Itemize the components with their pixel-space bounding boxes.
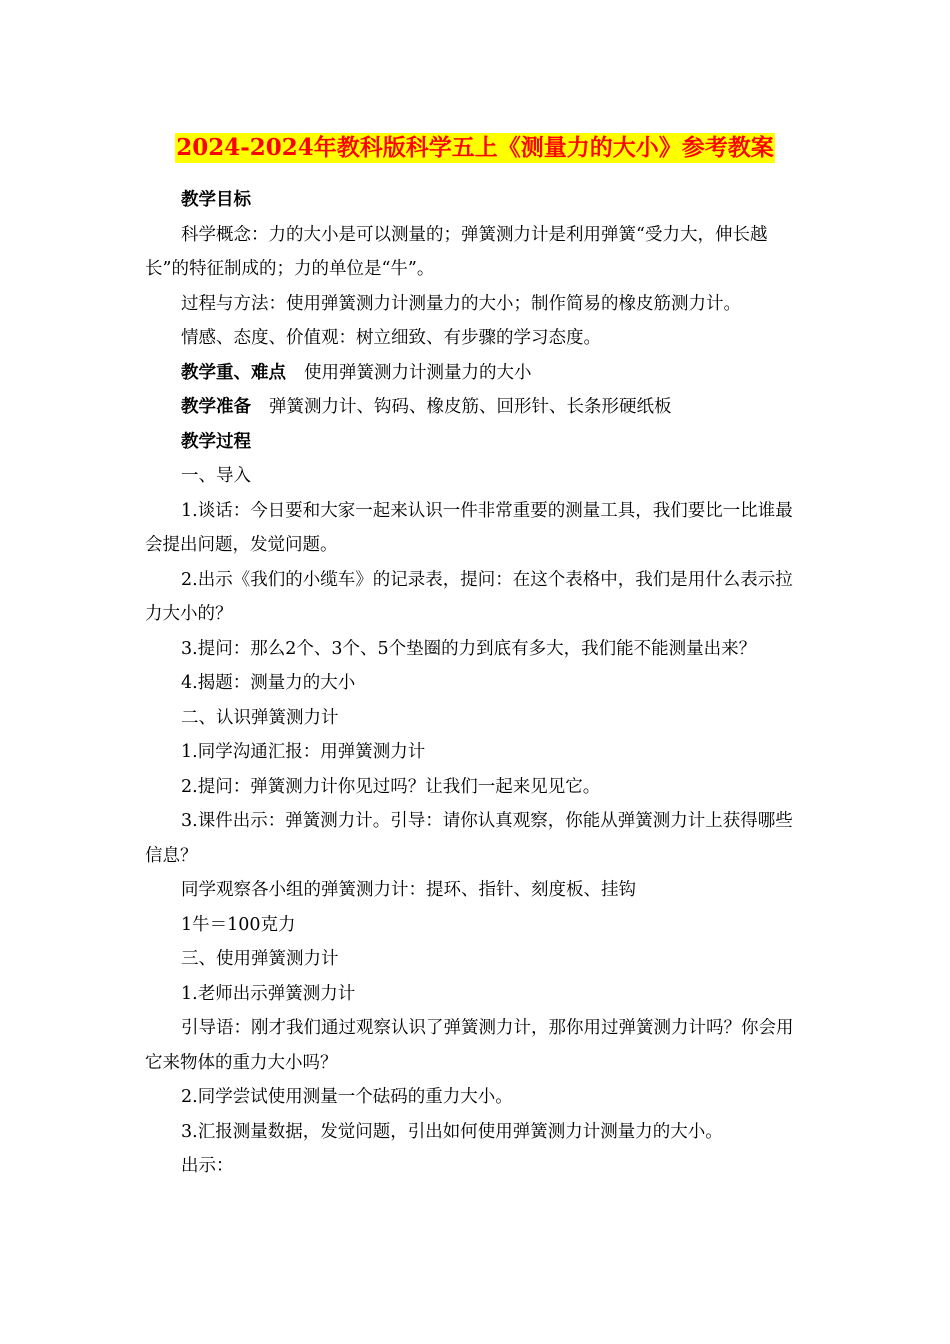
section-1-item-1: 1.谈话：今日要和大家一起来认识一件非常重要的测量工具，我们要比一比谁最会提出问题，发觉问题。	[145, 500, 793, 555]
section-2-item-2: 2.提问：弹簧测力计你见过吗？让我们一起来见见它。	[181, 776, 601, 797]
section-3-item-2: 引导语：刚才我们通过观察认识了弹簧测力计，那你用过弹簧测力计吗？你会用它来物体的重力大小吗？	[145, 1018, 794, 1073]
document-body	[145, 183, 807, 1184]
section-3-item-3: 2.同学尝试使用测量一个砝码的重力大小。	[181, 1087, 513, 1107]
key-points-label: 教学重、难点	[181, 362, 286, 383]
section-2-heading: 二、认识弹簧测力计	[181, 707, 339, 728]
section-2-item-1: 1.同学沟通汇报：用弹簧测力计	[181, 742, 426, 762]
objective-process: 过程与方法：使用弹簧测力计测量力的大小；制作简易的橡皮筋测力计。	[181, 293, 741, 314]
objective-attitude: 情感、态度、价值观：树立细致、有步骤的学习态度。	[181, 328, 601, 348]
document-title: 2024-2024年教科版科学五上《测量力的大小》参考教案	[176, 134, 774, 161]
section-1-item-3: 3.提问：那么2个、3个、5个垫圈的力到底有多大，我们能不能测量出来？	[181, 638, 757, 659]
process-heading: 教学过程	[181, 431, 251, 452]
objectives-heading: 教学目标	[181, 190, 251, 210]
section-2-item-3: 3.课件出示：弹簧测力计。引导：请你认真观察，你能从弹簧测力计上获得哪些信息？	[145, 811, 793, 866]
preparation-label: 教学准备	[181, 397, 251, 417]
objective-concept: 科学概念：力的大小是可以测量的；弹簧测力计是利用弹簧“受力大，伸长越长”的特征制成的；力的单位是“牛”。	[145, 224, 768, 279]
preparation-text: 弹簧测力计、钩码、橡皮筋、回形针、长条形硬纸板	[269, 397, 672, 417]
section-2-item-4: 同学观察各小组的弹簧测力计：提环、指针、刻度板、挂钩	[181, 880, 636, 900]
section-1-item-4: 4.揭题：测量力的大小	[181, 673, 356, 693]
section-3-item-5: 出示：	[181, 1156, 234, 1176]
section-1-item-2: 2.出示《我们的小缆车》的记录表，提问：在这个表格中，我们是用什么表示拉力大小的？	[145, 569, 793, 624]
section-1-heading: 一、导入	[181, 466, 251, 486]
section-3-item-4: 3.汇报测量数据，发觉问题，引出如何使用弹簧测力计测量力的大小。	[181, 1121, 723, 1142]
preparation-line	[145, 390, 807, 425]
key-points-text: 使用弹簧测力计测量力的大小	[304, 362, 532, 383]
section-2-item-5: 1牛＝100克力	[181, 914, 296, 935]
key-points-line	[145, 356, 807, 391]
title-container	[0, 133, 950, 163]
section-3-heading: 三、使用弹簧测力计	[181, 949, 339, 969]
section-3-item-1: 1.老师出示弹簧测力计	[181, 983, 356, 1004]
